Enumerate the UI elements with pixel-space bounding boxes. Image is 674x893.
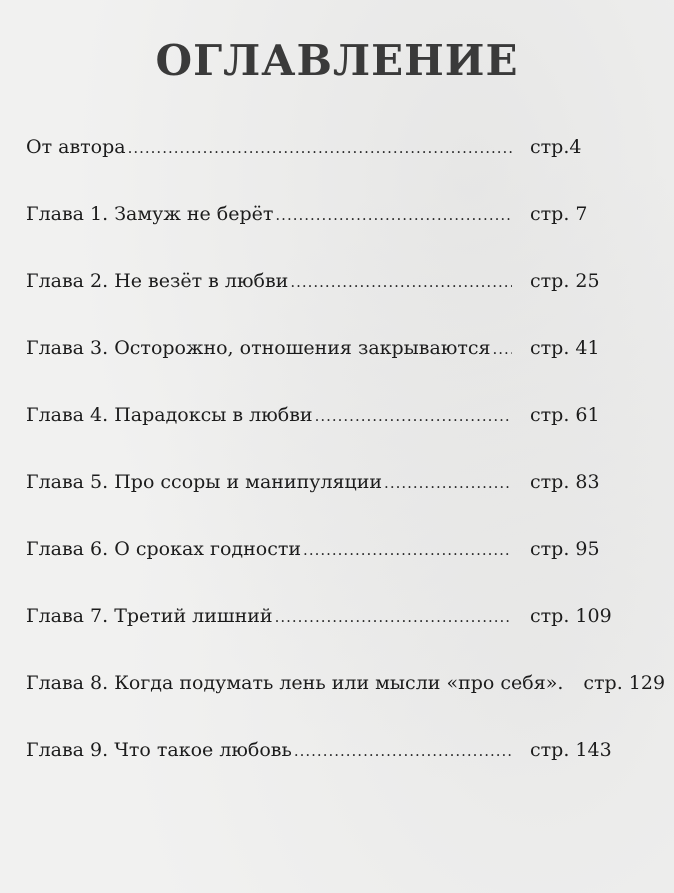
toc-entry-chapter-4 bbox=[26, 404, 626, 471]
dot-leader bbox=[128, 139, 512, 157]
dot-leader bbox=[303, 541, 512, 559]
dot-leader bbox=[315, 407, 512, 425]
toc-entry-page: стр.4 bbox=[530, 136, 582, 158]
toc-entry-label: Глава 5. Про ссоры и манипуляции bbox=[26, 471, 383, 493]
toc-entry-page: стр. 7 bbox=[530, 203, 588, 225]
toc-entry-label: Глава 3. Осторожно, отношения закрываются bbox=[26, 337, 491, 359]
dot-leader bbox=[384, 474, 512, 492]
dot-leader bbox=[290, 273, 512, 291]
toc-entry-label: Глава 7. Третий лишний bbox=[26, 605, 273, 627]
toc-entry-chapter-8 bbox=[26, 672, 666, 739]
toc-entry-label: Глава 1. Замуж не берёт bbox=[26, 203, 274, 225]
toc-entry-page: стр. 41 bbox=[530, 337, 600, 359]
toc-entry-label: Глава 6. О сроках годности bbox=[26, 538, 302, 560]
toc-entry-chapter-2 bbox=[26, 270, 626, 337]
page-title: ОГЛАВЛЕНИЕ bbox=[155, 36, 519, 85]
toc-entry-page: стр. 95 bbox=[530, 538, 600, 560]
toc-entry-label: Глава 9. Что такое любовь bbox=[26, 739, 292, 761]
dot-leader bbox=[275, 608, 512, 626]
toc-entry-page: стр. 129 bbox=[583, 672, 666, 694]
dot-leader bbox=[294, 742, 512, 760]
toc-entry-page: стр. 83 bbox=[530, 471, 600, 493]
toc-entry-page: стр. 61 bbox=[530, 404, 600, 426]
toc-entry-label: Глава 8. Когда подумать лень или мысли «про себя». bbox=[26, 672, 564, 694]
toc-entry-chapter-6 bbox=[26, 538, 626, 605]
toc-entry-chapter-9 bbox=[26, 739, 626, 806]
dot-leader bbox=[493, 340, 512, 358]
toc-entry-label: От автора bbox=[26, 136, 126, 158]
table-of-contents bbox=[26, 136, 666, 806]
toc-entry-foreword bbox=[26, 136, 626, 203]
toc-entry-page: стр. 143 bbox=[530, 739, 612, 761]
toc-entry-page: стр. 25 bbox=[530, 270, 600, 292]
toc-entry-chapter-1 bbox=[26, 203, 626, 270]
toc-entry-chapter-3 bbox=[26, 337, 626, 404]
toc-entry-label: Глава 4. Парадоксы в любви bbox=[26, 404, 313, 426]
toc-entry-label: Глава 2. Не везёт в любви bbox=[26, 270, 289, 292]
toc-entry-chapter-7 bbox=[26, 605, 626, 672]
toc-entry-chapter-5 bbox=[26, 471, 626, 538]
toc-entry-page: стр. 109 bbox=[530, 605, 612, 627]
dot-leader bbox=[275, 206, 512, 224]
